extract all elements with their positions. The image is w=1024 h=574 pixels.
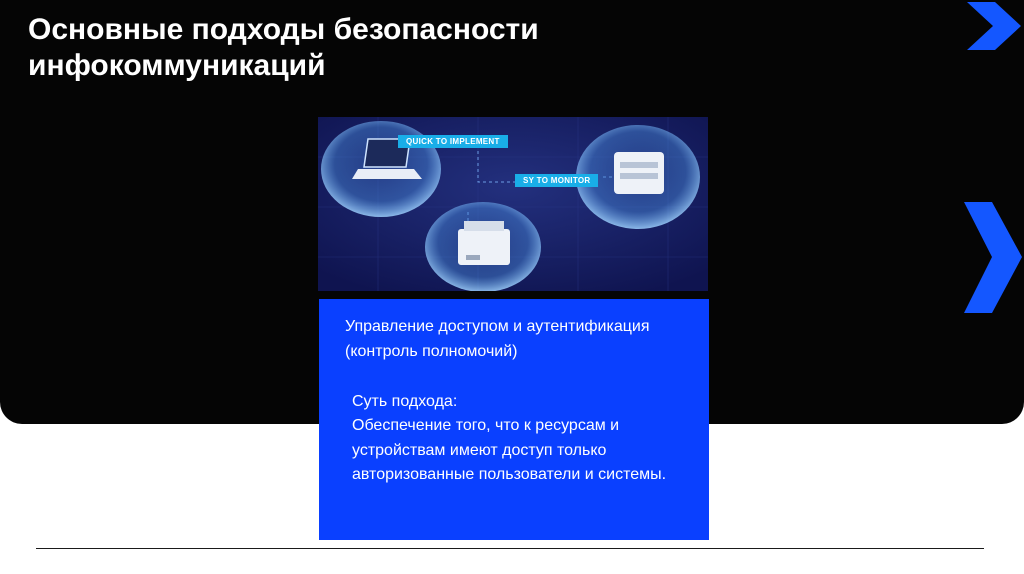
essence-text: Обеспечение того, что к ресурсам и устройствам имеют доступ только авторизованные пользователи и системы. [352, 417, 667, 483]
slide-title: Основные подходы безопасности инфокоммуникаций [28, 13, 539, 82]
essence-label: Суть подхода: [352, 393, 458, 410]
illustration-label-monitor: SY TO MONITOR [515, 174, 598, 187]
illustration-label-quick: QUICK TO IMPLEMENT [398, 135, 508, 148]
network-illustration [318, 117, 708, 291]
approach-heading: Управление доступом и аутентификация (контроль полномочий) [345, 318, 650, 360]
approach-card [319, 299, 709, 540]
chevron-right-icon [962, 200, 1024, 315]
chevron-right-icon [965, 0, 1024, 52]
printer-icon [425, 202, 541, 291]
footer-divider [36, 548, 984, 549]
